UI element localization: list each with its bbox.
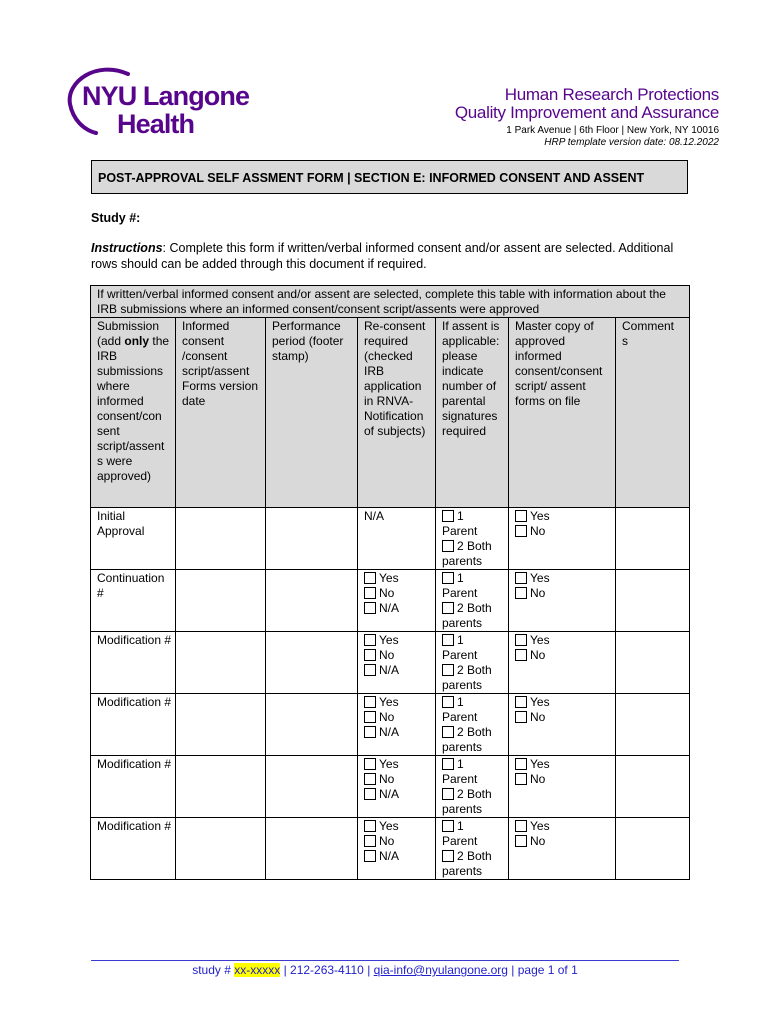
cell-master-copy (509, 694, 616, 756)
option-label: 1 (457, 509, 464, 523)
checkbox[interactable] (515, 758, 527, 770)
option-label: Parent (442, 710, 478, 724)
option-label: 2 Both (457, 787, 492, 801)
option-yes[interactable] (364, 757, 433, 772)
cell-master-copy (509, 756, 616, 818)
option-label: Yes (379, 819, 399, 833)
checkbox[interactable] (364, 572, 376, 584)
checkbox[interactable] (364, 726, 376, 738)
option-2-parents[interactable] (442, 539, 506, 554)
option-label: Yes (379, 633, 399, 647)
option-label: 2 Both (457, 663, 492, 677)
cell-reconsent (358, 818, 436, 880)
cell-performance-period[interactable] (266, 818, 358, 880)
option-label: Parent (442, 524, 478, 538)
option-label: Parent (442, 648, 478, 662)
checkbox[interactable] (364, 634, 376, 646)
logo-text-line2: Health (117, 109, 195, 139)
option-yes[interactable] (515, 819, 613, 834)
option-label: 2 Both (457, 849, 492, 863)
cell-reconsent (358, 694, 436, 756)
footer-study-prefix: study # (192, 963, 235, 977)
option-label: 1 (457, 571, 464, 585)
option-label: Parent (442, 834, 478, 848)
template-version: HRP template version date: 08.12.2022 (544, 137, 719, 148)
table-row (91, 570, 690, 632)
table-row (91, 632, 690, 694)
cell-submission: Modification # (91, 632, 176, 694)
checkbox[interactable] (515, 696, 527, 708)
option-label: Yes (530, 571, 550, 585)
cell-parental-signatures (436, 632, 509, 694)
option-label: No (530, 710, 546, 724)
option-label: Yes (379, 571, 399, 585)
checkbox[interactable] (364, 711, 376, 723)
footer-page-number: | page 1 of 1 (507, 963, 578, 977)
checkbox[interactable] (364, 788, 376, 800)
checkbox[interactable] (515, 711, 527, 723)
cell-master-copy (509, 508, 616, 570)
option-label: No (379, 772, 395, 786)
checkbox[interactable] (442, 510, 454, 522)
option-label: 1 (457, 695, 464, 709)
cell-parental-signatures (436, 694, 509, 756)
option-label: parents (442, 554, 483, 568)
option-yes[interactable] (515, 509, 613, 524)
checkbox[interactable] (364, 758, 376, 770)
option-label: parents (442, 678, 483, 692)
header-informed-consent: Informed consent /consent script/assent Forms version date (176, 318, 266, 508)
footer-phone: | 212-263-4110 | (280, 963, 374, 977)
option-label: 2 Both (457, 539, 492, 553)
option-label: 1 (457, 819, 464, 833)
table-row (91, 818, 690, 880)
checkbox[interactable] (515, 773, 527, 785)
cell-submission: Modification # (91, 818, 176, 880)
checkbox[interactable] (364, 773, 376, 785)
cell-master-copy (509, 570, 616, 632)
option-1-parent[interactable] (442, 819, 506, 834)
option-no[interactable] (364, 648, 433, 663)
option-no[interactable] (515, 772, 613, 787)
org-title-line2: Quality Improvement and Assurance (454, 103, 719, 122)
cell-version-date[interactable] (176, 818, 266, 880)
checkbox[interactable] (364, 587, 376, 599)
checkbox[interactable] (364, 835, 376, 847)
option-label: N/A (379, 663, 400, 677)
logo-text-line1: NYU Langone (82, 81, 250, 111)
option-1-parent[interactable] (442, 509, 506, 524)
option-label: No (530, 834, 546, 848)
table-row (91, 508, 690, 570)
cell-master-copy (509, 818, 616, 880)
cell-performance-period[interactable] (266, 570, 358, 632)
option-no[interactable] (364, 834, 433, 849)
option-yes[interactable] (364, 633, 433, 648)
checkbox[interactable] (515, 525, 527, 537)
header-assent: If assent is applicable: please indicate number of parental signatures required (436, 318, 509, 508)
option-1-parent[interactable] (442, 695, 506, 710)
cell-reconsent: N/A (358, 508, 436, 570)
option-yes[interactable] (364, 571, 433, 586)
option-label: No (530, 772, 546, 786)
instructions-text: : Complete this form if written/verbal informed consent and/or assent are selected. Additional rows should can be added through this document if required. (91, 241, 674, 271)
cell-version-date[interactable] (176, 694, 266, 756)
checkbox[interactable] (364, 602, 376, 614)
option-label: 2 Both (457, 725, 492, 739)
cell-parental-signatures (436, 508, 509, 570)
table-banner-row (91, 286, 690, 318)
option-label: No (379, 648, 395, 662)
option-label: No (530, 648, 546, 662)
header-submission (91, 318, 176, 508)
cell-comments[interactable] (616, 818, 690, 880)
option-2-parents[interactable] (442, 787, 506, 802)
checkbox[interactable] (442, 602, 454, 614)
checkbox[interactable] (442, 664, 454, 676)
cell-version-date[interactable] (176, 756, 266, 818)
cell-parental-signatures (436, 818, 509, 880)
option-label: No (379, 710, 395, 724)
header-comments-line1: Comment (622, 319, 675, 333)
cell-submission: Modification # (91, 756, 176, 818)
option-label: Yes (530, 633, 550, 647)
option-yes[interactable] (515, 757, 613, 772)
checkbox[interactable] (442, 726, 454, 738)
header-reconsent: Re-consent required (checked IRB application in RNVA-Notification of subjects) (358, 318, 436, 508)
option-label: N/A (379, 849, 400, 863)
option-label: parents (442, 740, 483, 754)
study-number-label: Study #: (91, 211, 141, 225)
option-2-parents[interactable] (442, 725, 506, 740)
option-label: N/A (379, 601, 400, 615)
option-na[interactable] (364, 787, 433, 802)
footer-email-link[interactable]: qia-info@nyulangone.org (373, 963, 508, 977)
option-label: Parent (442, 586, 478, 600)
checkbox[interactable] (442, 540, 454, 552)
option-no[interactable] (364, 772, 433, 787)
option-label: parents (442, 864, 483, 878)
cell-performance-period[interactable] (266, 632, 358, 694)
instructions-label: Instructions (91, 241, 163, 255)
cell-performance-period[interactable] (266, 756, 358, 818)
table-row (91, 694, 690, 756)
option-label: 1 (457, 633, 464, 647)
checkbox[interactable] (442, 572, 454, 584)
org-info (455, 86, 719, 149)
checkbox[interactable] (364, 649, 376, 661)
table-row (91, 756, 690, 818)
option-yes[interactable] (515, 695, 613, 710)
option-label: Yes (530, 757, 550, 771)
org-address: 1 Park Avenue | 6th Floor | New York, NY 10016 (506, 125, 719, 136)
checkbox[interactable] (364, 820, 376, 832)
cell-performance-period[interactable] (266, 694, 358, 756)
option-no[interactable] (515, 834, 613, 849)
cell-comments[interactable] (616, 632, 690, 694)
checkbox[interactable] (442, 634, 454, 646)
option-label: parents (442, 802, 483, 816)
option-label: No (530, 586, 546, 600)
table-header-row (91, 318, 690, 508)
option-label: Yes (530, 695, 550, 709)
option-no[interactable] (515, 586, 613, 601)
header-submission-emphasis: only (124, 334, 150, 348)
checkbox[interactable] (442, 850, 454, 862)
header-comments (616, 318, 690, 508)
cell-comments[interactable] (616, 508, 690, 570)
checkbox[interactable] (442, 696, 454, 708)
checkbox[interactable] (364, 696, 376, 708)
cell-master-copy (509, 632, 616, 694)
checkbox[interactable] (515, 634, 527, 646)
option-label: Parent (442, 772, 478, 786)
option-no[interactable] (515, 648, 613, 663)
option-2-parents[interactable] (442, 601, 506, 616)
cell-performance-period[interactable] (266, 508, 358, 570)
option-label: No (379, 586, 395, 600)
table-banner: If written/verbal informed consent and/or assent are selected, complete this table with information about the IRB submissions where an informed consent/consent script/assents were approved (91, 286, 690, 318)
option-label: No (379, 834, 395, 848)
checkbox[interactable] (515, 572, 527, 584)
cell-comments[interactable] (616, 570, 690, 632)
option-na[interactable] (364, 849, 433, 864)
header-submission-text-rest: the IRB submissions where informed consent/con sent script/assent s were approved) (97, 334, 170, 483)
cell-submission: Modification # (91, 694, 176, 756)
option-no[interactable] (364, 710, 433, 725)
checkbox[interactable] (442, 820, 454, 832)
option-no[interactable] (515, 710, 613, 725)
option-na[interactable] (364, 663, 433, 678)
option-no[interactable] (515, 524, 613, 539)
option-yes[interactable] (364, 819, 433, 834)
header-master-copy: Master copy of approved informed consent/consent script/ assent forms on file (509, 318, 616, 508)
cell-version-date[interactable] (176, 508, 266, 570)
cell-comments[interactable] (616, 694, 690, 756)
nyu-langone-logo (66, 64, 250, 139)
option-yes[interactable] (515, 571, 613, 586)
form-title: POST-APPROVAL SELF ASSMENT FORM | SECTION E: INFORMED CONSENT AND ASSENT (91, 160, 688, 194)
org-title-line1: Human Research Protections (504, 85, 719, 104)
header-comments-line2: s (622, 334, 628, 348)
checkbox[interactable] (364, 850, 376, 862)
option-label: parents (442, 616, 483, 630)
cell-reconsent (358, 632, 436, 694)
option-label: N/A (379, 725, 400, 739)
cell-comments[interactable] (616, 756, 690, 818)
option-na[interactable] (364, 725, 433, 740)
checkbox[interactable] (442, 758, 454, 770)
option-yes[interactable] (515, 633, 613, 648)
checkbox[interactable] (515, 649, 527, 661)
option-2-parents[interactable] (442, 849, 506, 864)
checkbox[interactable] (515, 510, 527, 522)
consent-table (90, 285, 690, 880)
cell-submission: Initial Approval (91, 508, 176, 570)
checkbox[interactable] (364, 664, 376, 676)
header-submission-text: Submission (add (97, 319, 160, 348)
cell-parental-signatures (436, 570, 509, 632)
checkbox[interactable] (442, 788, 454, 800)
checkbox[interactable] (515, 587, 527, 599)
cell-version-date[interactable] (176, 570, 266, 632)
option-label: 1 (457, 757, 464, 771)
option-na[interactable] (364, 601, 433, 616)
cell-parental-signatures (436, 756, 509, 818)
option-label: 2 Both (457, 601, 492, 615)
option-yes[interactable] (364, 695, 433, 710)
header-performance-period: Performance period (footer stamp) (266, 318, 358, 508)
option-label: Yes (379, 695, 399, 709)
checkbox[interactable] (515, 835, 527, 847)
option-label: N/A (379, 787, 400, 801)
cell-version-date[interactable] (176, 632, 266, 694)
option-label: No (530, 524, 546, 538)
option-2-parents[interactable] (442, 663, 506, 678)
option-no[interactable] (364, 586, 433, 601)
cell-submission: Continuation # (91, 570, 176, 632)
option-1-parent[interactable] (442, 757, 506, 772)
option-1-parent[interactable] (442, 633, 506, 648)
cell-reconsent (358, 756, 436, 818)
footer-study-number: xx-xxxxx (234, 963, 281, 977)
instructions (91, 240, 691, 272)
option-label: Yes (530, 509, 550, 523)
option-label: Yes (530, 819, 550, 833)
page-footer (91, 961, 679, 979)
option-label: Yes (379, 757, 399, 771)
checkbox[interactable] (515, 820, 527, 832)
cell-reconsent (358, 570, 436, 632)
option-1-parent[interactable] (442, 571, 506, 586)
